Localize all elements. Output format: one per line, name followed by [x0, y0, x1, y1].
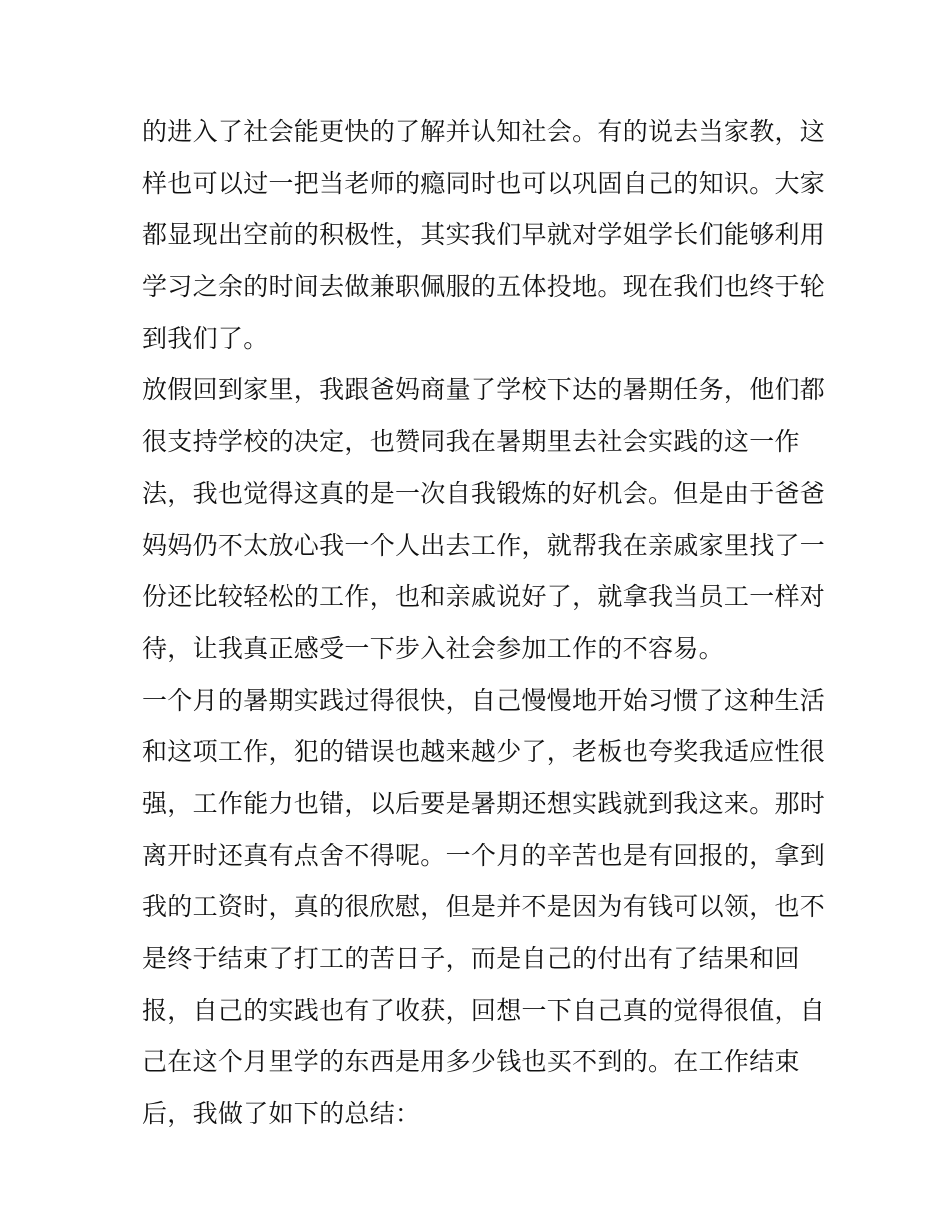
- text-line: 样也可以过一把当老师的瘾同时也可以巩固自己的知识。大家: [142, 168, 826, 198]
- text-line: 报，自己的实践也有了收获，回想一下自己真的觉得很值，自: [142, 995, 826, 1025]
- paragraph-2: [142, 364, 826, 674]
- text-line: 待，让我真正感受一下步入社会参加工作的不容易。: [142, 633, 724, 663]
- text-line: 妈妈仍不太放心我一个人出去工作，就帮我在亲戚家里找了一: [142, 530, 826, 560]
- text-line: 离开时还真有点舍不得呢。一个月的辛苦也是有回报的，拿到: [142, 840, 826, 870]
- text-line: 一个月的暑期实践过得很快，自己慢慢地开始习惯了这种生活: [142, 685, 826, 715]
- text-line: 放假回到家里，我跟爸妈商量了学校下达的暑期任务，他们都: [142, 375, 826, 405]
- paragraph-3: [142, 675, 826, 1140]
- document-body: [142, 106, 826, 1140]
- text-line: 我的工资时，真的很欣慰，但是并不是因为有钱可以领，也不: [142, 892, 826, 922]
- text-line: 是终于结束了打工的苦日子，而是自己的付出有了结果和回: [142, 944, 800, 973]
- text-line: 后，我做了如下的总结：: [142, 1099, 421, 1129]
- text-line: 份还比较轻松的工作，也和亲戚说好了，就拿我当员工一样对: [142, 582, 826, 612]
- text-line: 的进入了社会能更快的了解并认知社会。有的说去当家教，这: [142, 117, 826, 146]
- text-line: 和这项工作，犯的错误也越来越少了，老板也夸奖我适应性很: [142, 737, 826, 767]
- text-line: 很支持学校的决定，也赞同我在暑期里去社会实践的这一作: [142, 427, 800, 457]
- text-line: 法，我也觉得这真的是一次自我锻炼的好机会。但是由于爸爸: [142, 478, 826, 508]
- text-line: 都显现出空前的积极性，其实我们早就对学姐学长们能够利用: [142, 220, 826, 250]
- text-line: 己在这个月里学的东西是用多少钱也买不到的。在工作结束: [142, 1047, 800, 1077]
- text-line: 到我们了。: [142, 323, 269, 353]
- text-line: 学习之余的时间去做兼职佩服的五体投地。现在我们也终于轮: [142, 272, 826, 302]
- paragraph-1: [142, 106, 826, 364]
- text-line: 强，工作能力也错，以后要是暑期还想实践就到我这来。那时: [142, 788, 826, 818]
